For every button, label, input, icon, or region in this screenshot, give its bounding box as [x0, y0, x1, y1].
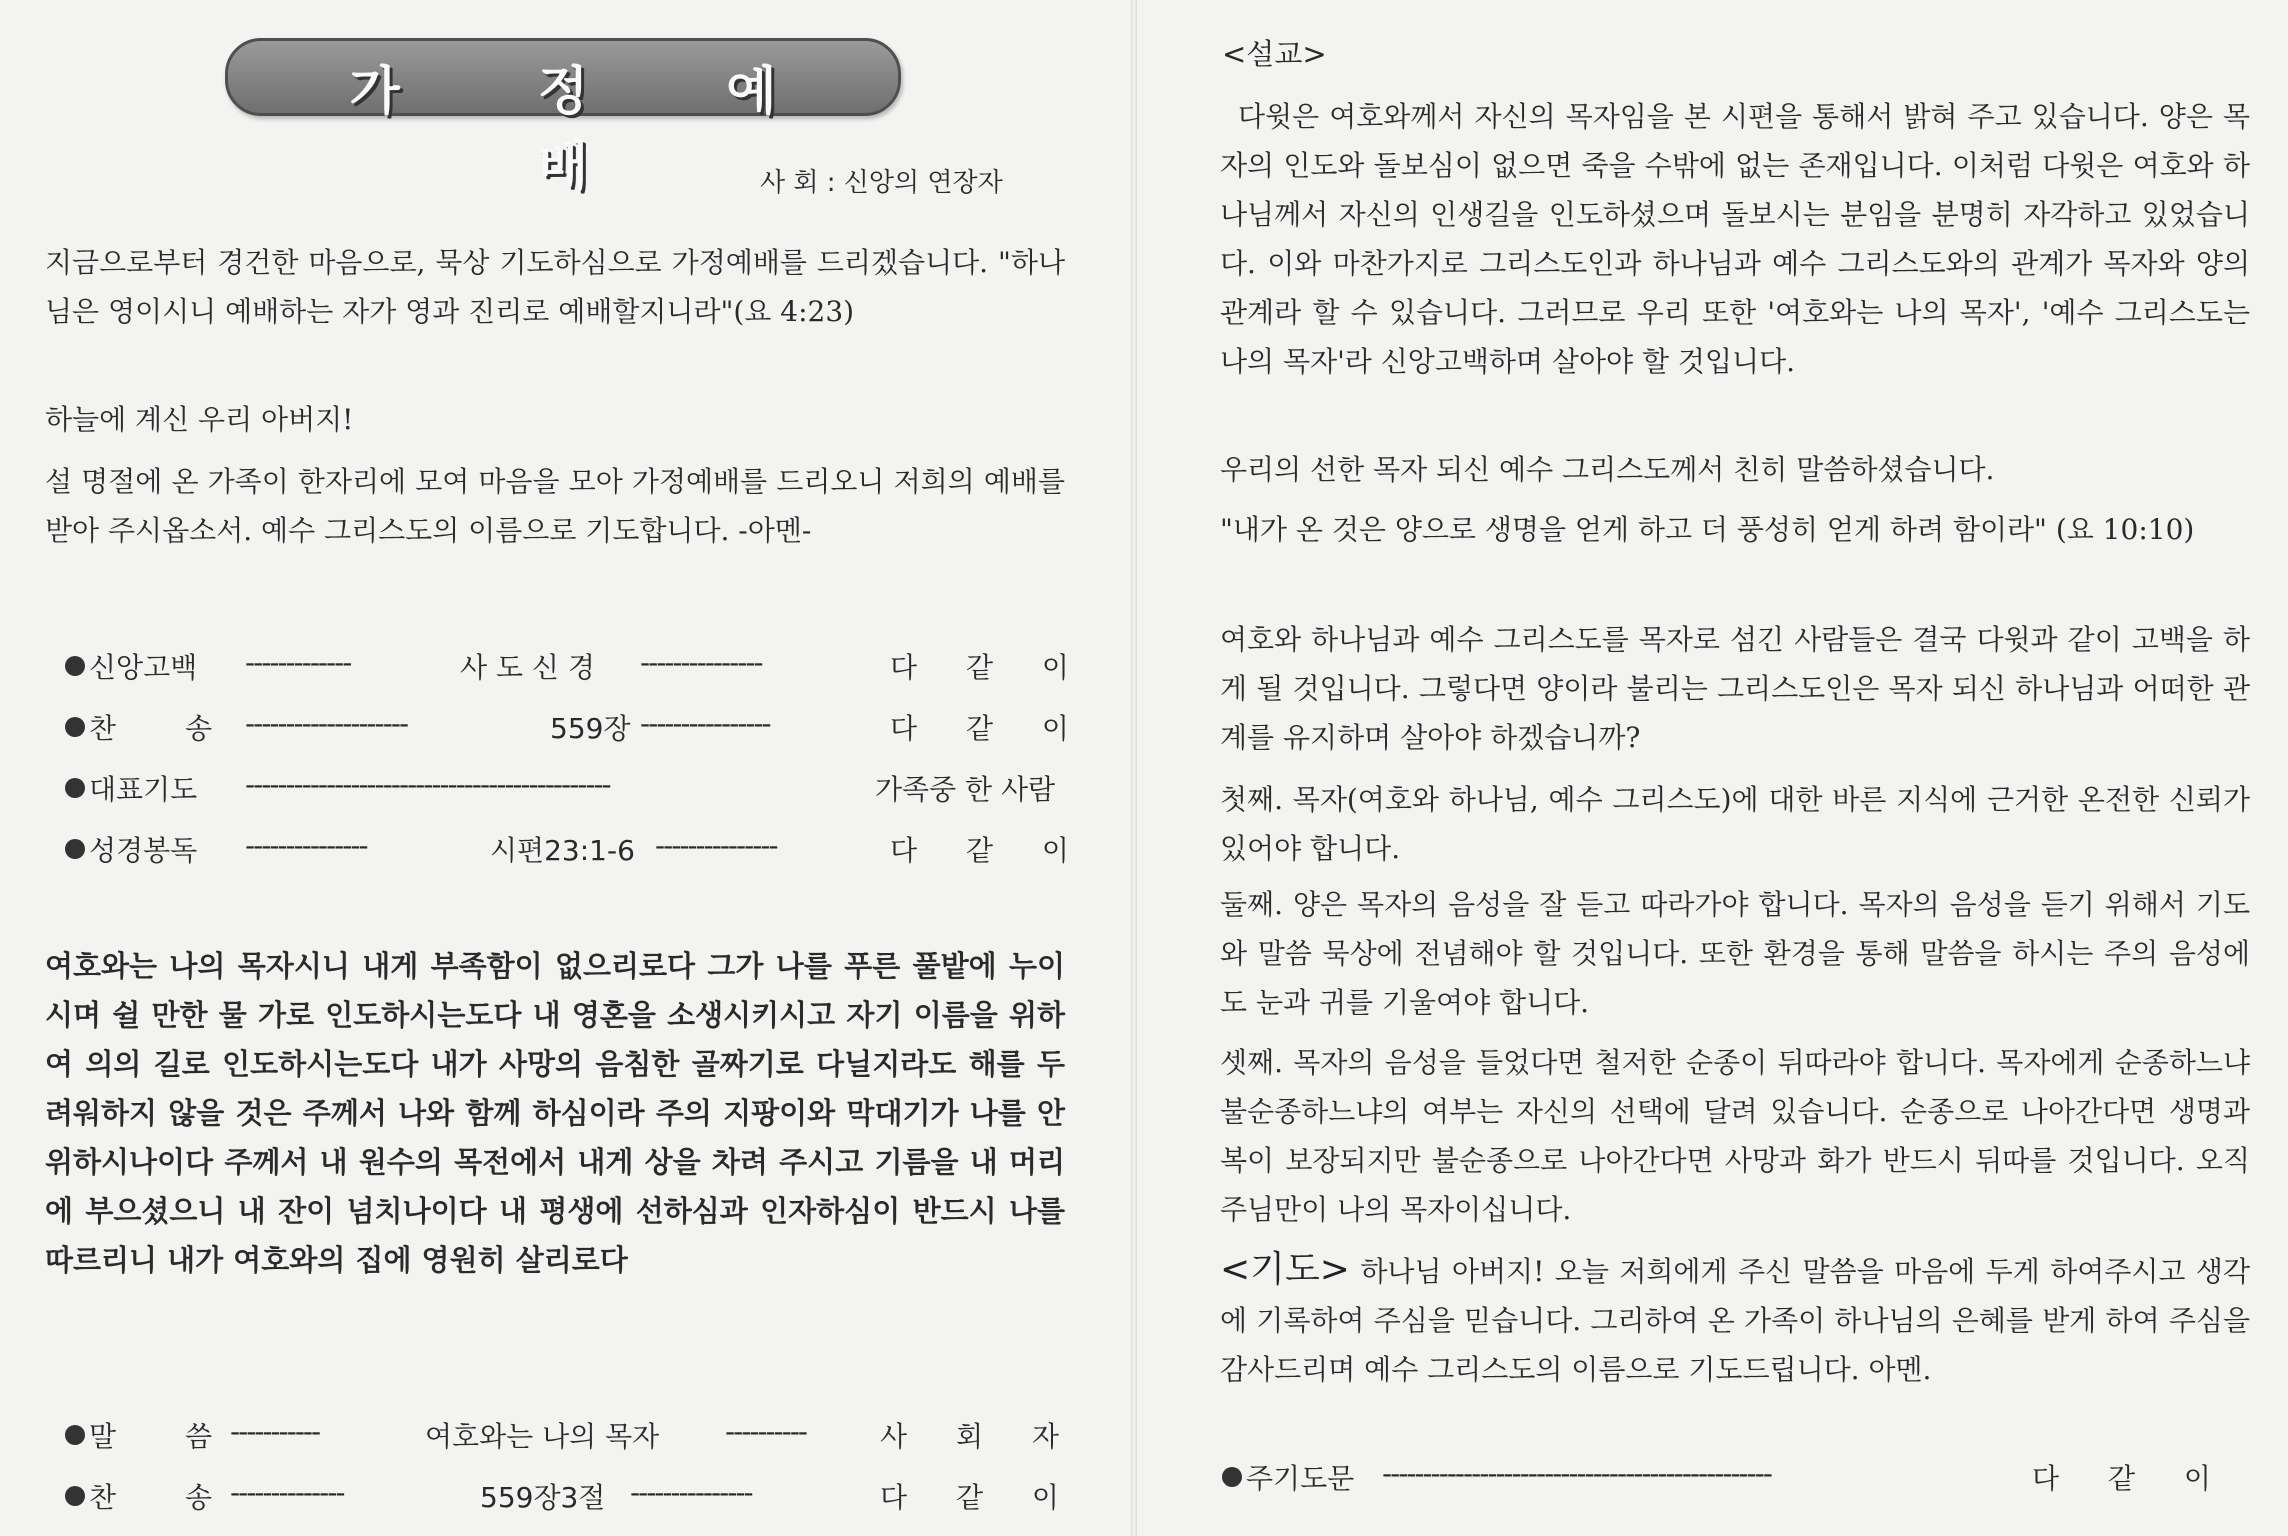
program-dash: -------------- [230, 1476, 344, 1509]
closing-prayer [1220, 1245, 2250, 1394]
program-label: 대표기도 [89, 773, 198, 806]
program-label: 신앙고백 [89, 651, 198, 684]
program-right: 가족중 한 사람 [875, 773, 1056, 806]
sermon-heading: <설교> [1222, 37, 1327, 71]
program-dash: -------------------- [245, 707, 408, 740]
point-second: 둘째. 양은 목자의 음성을 잘 듣고 따라가야 합니다. 목자의 음성을 듣기 위해서 기도와 말씀 묵상에 전념해야 할 것입니다. 또한 환경을 통해 말씀을 하시는 주의 음성에도 눈과 귀를 기울여야 합니다. [1220, 888, 2250, 1019]
father-line: 하늘에 계신 우리 아버지! [45, 403, 354, 436]
program-dash: ----------- [230, 1415, 320, 1448]
program-row [65, 829, 1069, 869]
intro-paragraph: 지금으로부터 경건한 마음으로, 묵상 기도하심으로 가정예배를 드리겠습니다. "하나님은 영이시니 예배하는 자가 영과 진리로 예배할지니라"(요 4:23) [45, 246, 1065, 328]
program-dash: --------------- [245, 829, 367, 862]
program-center: 사 도 신 경 [460, 651, 595, 684]
closing-prayer-text: 하나님 아버지! 오늘 저희에게 주신 말씀을 마음에 두게 하여주시고 생각에 기록하여 주심을 믿습니다. 그리하여 온 가족이 하나님의 은혜를 받게 하여 주심을 감사드리며 예수 그리스도의 이름으로 기도드립니다. 아멘. [1220, 1255, 2250, 1386]
program-row [65, 707, 1069, 747]
program-dash: --------------- [640, 646, 762, 679]
scripture-quote: "내가 온 것은 양으로 생명을 얻게 하고 더 풍성히 얻게 하려 함이라" (요 10:10) [1220, 513, 2195, 546]
program-center: 559장 [550, 712, 631, 745]
program-dash: ---------------- [640, 707, 770, 740]
program-dash: ---------- [725, 1415, 807, 1448]
bullet-icon [1222, 1467, 1242, 1487]
program-right: 다 같 이 [880, 1481, 1059, 1514]
program-dash: ------------------------------------------------ [1382, 1457, 1771, 1490]
program-center: 559장3절 [480, 1481, 606, 1514]
program-label: 찬 송 [89, 1481, 212, 1514]
left-page [45, 0, 1070, 1536]
program-right: 다 같 이 [890, 712, 1069, 745]
program-center: 시편23:1-6 [490, 834, 635, 867]
bullet-icon [65, 1486, 85, 1506]
bullet-icon [65, 839, 85, 859]
psalm-23-text: 여호와는 나의 목자시니 내게 부족함이 없으리로다 그가 나를 푸른 풀밭에 누이시며 쉴 만한 물 가로 인도하시는도다 내 영혼을 소생시키시고 자기 이름을 위하여 의의 길로 인도하시는도다 내가 사망의 음침한 골짜기로 다닐지라도 해를 두려워하지 않을 것은 주께서 나와 함께 하심이라 주의 지팡이와 막대기가 나를 안위하시나이다 주께서 내 원수의 목전에서 내게 상을 차려 주시고 기름을 내 머리에 부으셨으니 내 잔이 넘치나이다 내 평생에 선하심과 인자하심이 반드시 나를 따르리니 내가 여호와의 집에 영원히 살리로다 [45, 949, 1065, 1277]
right-page [1220, 0, 2250, 1536]
sermon-paragraph: 다윗은 여호와께서 자신의 목자임을 본 시편을 통해서 밝혀 주고 있습니다. 양은 목자의 인도와 돌보심이 없으면 죽을 수밖에 없는 존재입니다. 이처럼 다윗은 여호와 하나님께서 자신의 인생길을 인도하셨으며 돌보시는 분임을 분명히 자각하고 있었습니다. 이와 마찬가지로 그리스도인과 하나님과 예수 그리스도와의 관계가 목자와 양의 관계라 할 수 있습니다. 그러므로 우리 또한 '여호와는 나의 목자', '예수 그리스도는 나의 목자'라 신앙고백하며 살아야 할 것입니다. [1220, 100, 2250, 378]
program-row [65, 768, 1065, 808]
page-fold [1131, 0, 1137, 1536]
program-dash: ------------- [245, 646, 351, 679]
program-row [65, 1415, 1065, 1455]
program-dash: --------------------------------------------- [245, 768, 610, 801]
bullet-icon [65, 1425, 85, 1445]
point-first: 첫째. 목자(여호와 하나님, 예수 그리스도)에 대한 바른 지식에 근거한 온전한 신뢰가 있어야 합니다. [1220, 783, 2250, 865]
program-label: 찬 송 [89, 712, 212, 745]
program-label: 주기도문 [1246, 1462, 1355, 1495]
program-dash: --------------- [655, 829, 777, 862]
prayer-label: <기도> [1220, 1249, 1350, 1290]
program-label: 성경봉독 [89, 834, 198, 867]
sermon-paragraph: 여호와 하나님과 예수 그리스도를 목자로 섬긴 사람들은 결국 다윗과 같이 고백을 하게 될 것입니다. 그렇다면 양이라 불리는 그리스도인은 목자 되신 하나님과 어떠한 관계를 유지하며 살아야 하겠습니까? [1220, 623, 2250, 754]
program-center: 여호와는 나의 목자 [425, 1420, 660, 1453]
leader-line: 사 회 : 신앙의 연장자 [760, 168, 1003, 198]
banner-title: 가 정 예 배 [349, 62, 837, 197]
bullet-icon [65, 717, 85, 737]
program-row [65, 1476, 1065, 1516]
point-third: 셋째. 목자의 음성을 들었다면 철저한 순종이 뒤따라야 합니다. 목자에게 순종하느냐 불순종하느냐의 여부는 자신의 선택에 달려 있습니다. 순종으로 나아간다면 생명과 복이 보장되지만 불순종으로 나아간다면 사망과 화가 반드시 뒤따를 것입니다. 오직 주님만이 나의 목자이십니다. [1220, 1046, 2250, 1226]
program-dash: --------------- [630, 1476, 752, 1509]
closing-program-row [1222, 1457, 2232, 1497]
sermon-paragraph: 우리의 선한 목자 되신 예수 그리스도께서 친히 말씀하셨습니다. [1220, 453, 1995, 486]
program-label: 말 씀 [89, 1420, 212, 1453]
bullet-icon [65, 656, 85, 676]
bullet-icon [65, 778, 85, 798]
program-row [65, 646, 1069, 686]
program-right: 다 같 이 [890, 834, 1069, 867]
program-right: 사 회 자 [880, 1420, 1059, 1453]
program-right: 다 같 이 [2032, 1462, 2211, 1495]
program-right: 다 같 이 [890, 651, 1069, 684]
opening-prayer: 설 명절에 온 가족이 한자리에 모여 마음을 모아 가정예배를 드리오니 저희의 예배를 받아 주시옵소서. 예수 그리스도의 이름으로 기도합니다. -아멘- [45, 465, 1065, 547]
